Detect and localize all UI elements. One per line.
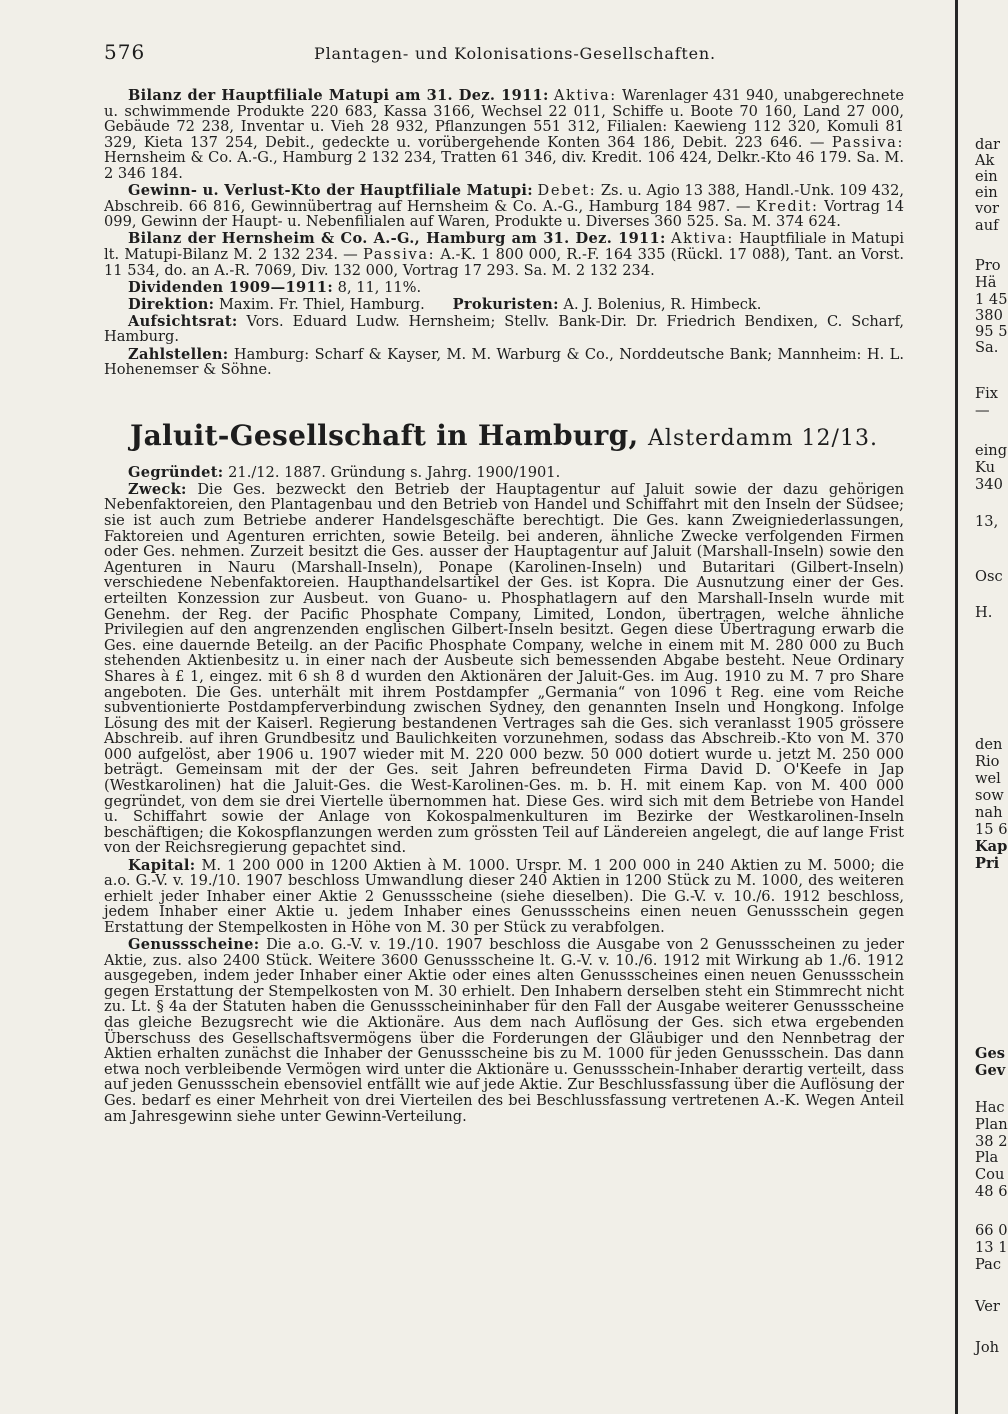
gegruendet-text: 21./12. 1887. Gründung s. Jahrg. 1900/1901. [228, 463, 561, 481]
fragment: Ges [975, 1045, 1005, 1062]
hernsheim-passiva-text: A.-K. 1 800 000, R.-F. 164 335 (Rückl. 17 088), Tant. an Vorst. 11 534, do. an A.-R. 7069, Div. 132 000, Vortrag 17 293. Sa. M. 2 132 234. [104, 245, 904, 279]
kapital-text: M. 1 200 000 in 1200 Aktien à M. 1000. Urspr. M. 1 200 000 in 240 Aktien zu M. 5000; die a.o. G.-V. v. 19./10. 1907 beschloss Umwandlung dieser 240 Aktien in 1200 Stück zu M. 1000, des weiteren erhielt jeder Inhaber einer Aktie 2 Genussscheine (siehe dieselben). Die G.-V. v. 10./6. 1912 beschloss, jedem Inhaber einer Aktie u. jedem Inhaber eines Genussscheins einen neuen Genussschein gegen Erstattung der Stempelkosten in Höhe von M. 30 per Stück zu verabfolgen. [104, 856, 905, 936]
fragment: sow [975, 787, 1004, 804]
gutter-rule [955, 0, 958, 1414]
fragment: auf [975, 217, 999, 234]
fragment: Rio [975, 753, 1000, 770]
running-title: Plantagen- und Kolonisations-Gesellschaften. [314, 44, 716, 63]
debet-label: Debet: [537, 182, 597, 200]
company-address: Alsterdamm 12/13. [648, 425, 878, 451]
aufsichtsrat-paragraph [104, 314, 904, 345]
fragment: eing [975, 442, 1008, 459]
fragment: Sa. [975, 339, 999, 356]
fragment: dar [975, 136, 1001, 153]
passiva-label: Passiva: [831, 133, 904, 151]
fragment: Ku [975, 459, 995, 476]
fragment: 13 1 [975, 1239, 1008, 1256]
debet-text: Zs. u. Agio 13 388, Handl.-Unk. 109 432, Abschreib. 66 816, Gewinnübertrag auf Hernsheim & Co. A.-G., Hamburg 184 987. — [104, 182, 904, 215]
zweck-text: Die Ges. bezweckt den Betrieb der Hauptagentur auf Jaluit sowie der dazu gehörigen Nebenfaktoreien, den Plantagenbau und den Betrieb von Handel und Schiffahrt mit den Inseln der Südsee; sie ist auch zum Betriebe anderer Handelsgeschäfte berechtigt. Die Ges. kann Zweigniederlassungen, Faktoreien und Agenturen errichten, sowie Beteilg. bei anderen, ähnliche Zwecke verfolgenden Firmen oder Ges. nehmen. Zurzeit besitzt die Ges. ausser der Hauptagentur auf Jaluit (Marshall-Inseln) sowie den Agenturen in Nauru (Marshall-Inseln), Ponape (Karolinen-Inseln) und Butaritari (Gilbert-Inseln) verschiedene Nebenfaktoreien. Haupthandelsartikel der Ges. ist Kopra. Die Ausnutzung einer der Ges. erteilten Konzession zur Ausbeut. von Guano- u. Phosphatlagern auf den Marshall-Inseln wurde mit Genehm. der Reg. der Pacific Phosphate Company, Limited, London, übertragen, welche ähnliche Privilegien auf den angrenzenden englischen Gilbert-Inseln besitzt. Gegen diese Übertragung erwarb die Ges. eine dauernde Beteilg. an der Pacific Phosphate Company, welche in einem mit M. 280 000 zu Buch stehenden Aktienbesitz u. in einer nach der Ausbeute sich bemessenden Abgabe besteht. Neue Ordinary Shares à £ 1, eingez. mit 6 sh 8 d wurden den Aktionären der Jaluit-Ges. im Aug. 1910 zu M. 7 pro Share angeboten. Die Ges. unterhält mit ihrem Postdampfer „Germania“ von 1096 t Reg. eine vom Reiche subventionierte Postdampferverbindung zwischen Sydney, den genannten Inseln und Hongkong. Infolge Lösung des mit der Kaiserl. Regierung bestandenen Vertrages sah die Ges. sich veranlasst 1905 grössere Abschreib. auf ihren Grundbesitz und Baulichkeiten vorzunehmen, sodass das Abschreib.-Kto von M. 370 000 aufgelöst, aber 1906 u. 1907 wieder mit M. 220 000 bezw. 50 000 dotiert wurde u. jetzt M. 250 000 beträgt. Gemeinsam mit der der Ges. seit Jahren befreundeten Firma David D. O'Keefe in Jap (Westkarolinen) hat die Jaluit-Ges. die West-Karolinen-Ges. m. b. H. mit einem Kap. von M. 400 000 gegründet, von dem sie drei Viertelle übernommen hat. Diese Ges. wird sich mit dem Betriebe von Handel u. Schiffahrt sowie der Anlage von Kokospalmenkulturen im Bezirke der Westkarolinen-Inseln beschäftigen; die Kokospflanzungen werden zum grössten Teil auf Ländereien angelegt, die auf lange Frist von der Reichsregierung gepachtet sind. [104, 480, 904, 857]
zahlstellen-paragraph [104, 347, 904, 378]
kredit-label: Kredit: [756, 197, 819, 215]
genussscheine-paragraph [104, 937, 904, 1124]
prokuristen-text: A. J. Bolenius, R. Himbeck. [563, 295, 762, 313]
fragment: 38 2 [975, 1133, 1008, 1150]
hernsheim-passiva-label: Passiva: [362, 245, 436, 263]
fragment: 13, [975, 513, 999, 530]
zweck-paragraph [104, 482, 904, 856]
fragment: Gev [975, 1062, 1006, 1079]
fragment: 48 6 [975, 1183, 1008, 1200]
fragment: ein [975, 184, 998, 201]
zahlstellen-label: Zahlstellen: [128, 345, 229, 363]
prokuristen-label: Prokuristen: [452, 295, 559, 313]
facing-page-fragments [962, 0, 1008, 1414]
aktiva-label: Aktiva: [553, 87, 617, 104]
gewinn-filiale-label: Gewinn- u. Verlust-Kto der Hauptfiliale Matupi: [128, 182, 533, 200]
company-name: Jaluit-Gesellschaft in Hamburg, [130, 418, 639, 452]
fragment: den [975, 736, 1003, 753]
fragment: Pla [975, 1149, 999, 1166]
gegruendet-paragraph [104, 465, 904, 481]
zweck-label: Zweck: [128, 480, 187, 498]
dividenden-paragraph [104, 280, 904, 296]
direktion-text: Maxim. Fr. Thiel, Hamburg. [218, 295, 425, 313]
fragment: 66 0 [975, 1222, 1008, 1239]
gewinn-filiale-paragraph [104, 183, 904, 230]
fragment: Hac [975, 1099, 1005, 1116]
fragment: Cou [975, 1166, 1005, 1183]
fragment: — [975, 402, 990, 419]
fragment: H. [975, 604, 993, 621]
kredit-text: Vortrag 14 099, Gewinn der Haupt- u. Nebenfilialen auf Waren, Produkte u. Diverses 360 525. Sa. M. 374 624. [104, 197, 905, 231]
bilanz-filiale-paragraph [104, 88, 904, 182]
page-number: 576 [104, 40, 146, 64]
fragment: nah [975, 804, 1003, 821]
zahlstellen-text: Hamburg: Scharf & Kayser, M. M. Warburg & Co., Norddeutsche Bank; Mannheim: H. L. Hohenemser & Söhne. [104, 345, 904, 379]
fragment: 95 5 [975, 323, 1008, 340]
fragment: Pac [975, 1256, 1002, 1273]
passiva-text: Hernsheim & Co. A.-G., Hamburg 2 132 234, Tratten 61 346, div. Kredit. 106 424, Delkr.-Kto 46 179. Sa. M. 2 346 184. [104, 149, 904, 182]
fragment: Ak [975, 152, 995, 169]
bilanz-hernsheim-label: Bilanz der Hernsheim & Co. A.-G., Hamburg am 31. Dez. 1911: [128, 230, 666, 248]
fragment: Joh [975, 1339, 1000, 1356]
fragment: wel [975, 770, 1001, 787]
fragment: 340 [975, 476, 1003, 493]
genussscheine-label: Genussscheine: [128, 936, 260, 953]
dividenden-label: Dividenden 1909—1911: [128, 278, 334, 296]
genussscheine-text: Die a.o. G.-V. v. 19./10. 1907 beschloss die Ausgabe von 2 Genussscheinen zu jeder Aktie, zus. also 2400 Stück. Weitere 3600 Genussscheine lt. G.-V. v. 10./6. 1912 mit Wirkung ab 1./6. 1912 ausgegeben, indem jeder Inhaber einer Aktie oder eines alten Genussscheines einen neuen Genussschein gegen Erstattung der Stempelkosten von M. 30 erhielt. Den Inhabern derselben steht ein Stimmrecht nicht zu. Lt. § 4a der Statuten haben die Genussscheininhaber für den Fall der Ausgabe weiterer Genussscheine das gleiche Bezugsrecht wie die Aktionäre. Aus dem nach Auflösung der Ges. sich etwa ergebenden Überschuss des Gesellschaftsvermögens über die Forderungen der Gläubiger und den Nennbetrag der Aktien erhalten zunächst die Inhaber der Genussscheine bis zu M. 1000 für jeden Genussschein. Das dann etwa noch verbleibende Vermögen wird unter die Aktionäre u. Genussschein-Inhaber derartig verteilt, dass auf jeden Genussschein ebensoviel entfällt wie auf jede Aktie. Zur Beschlussfassung über die Auflösung der Ges. bedarf es einer Mehrheit von drei Vierteilen des bei Beschlussfassung vertretenen A.-K. Wegen Anteil am Jahresgewinn siehe unter Gewinn-Verteilung. [104, 936, 905, 1125]
aufsichtsrat-label: Aufsichtsrat: [128, 312, 238, 330]
fragment: 15 6 [975, 821, 1008, 838]
aktiva-text: Warenlager 431 940, unabgerechnete u. schwimmende Produkte 220 683, Kassa 3166, Wechsel 22 011, Schiffe u. Boote 70 160, Land 27 000, Gebäude 72 238, Inventar u. Vieh 28 932, Pflanzungen 551 312, Filialen: Kaewieng 112 320, Komuli 81 329, Kieta 137 254, Debit., gedeckte u. vorübergehende Konten 364 186, Debit. 223 646. — [104, 87, 905, 151]
direktion-label: Direktion: [128, 295, 215, 313]
aufsichtsrat-text: Vors. Eduard Ludw. Hernsheim; Stellv. Bank-Dir. Dr. Friedrich Bendixen, C. Scharf, Hamburg. [104, 312, 905, 346]
fragment: Pro [975, 257, 1001, 274]
fragment: 380 [975, 307, 1003, 324]
bilanz-hernsheim-paragraph [104, 231, 904, 278]
bilanz-filiale-label: Bilanz der Hauptfiliale Matupi am 31. Dez. 1911: [128, 87, 549, 104]
kapital-label: Kapital: [128, 856, 196, 874]
kapital-paragraph [104, 858, 904, 936]
main-column [104, 88, 904, 1126]
fragment: Pri [975, 855, 1000, 872]
fragment: Hä [975, 274, 997, 291]
company-heading [104, 420, 904, 455]
fragment: ein [975, 168, 998, 185]
dividenden-text: 8, 11, 11%. [337, 278, 422, 296]
fragment: Osc [975, 568, 1003, 585]
fragment: Ver [975, 1298, 1000, 1315]
hernsheim-aktiva-label: Aktiva: [670, 230, 734, 248]
fragment: Kap [975, 838, 1008, 855]
fragment: 1 45 [975, 291, 1008, 308]
fragment: Fix [975, 385, 999, 402]
direktion-paragraph [104, 297, 904, 313]
hernsheim-aktiva-text: Hauptfiliale in Matupi lt. Matupi-Bilanz M. 2 132 234. — [104, 230, 905, 263]
fragment: vor [975, 200, 1000, 217]
gegruendet-label: Gegründet: [128, 463, 224, 481]
fragment: Plan [975, 1116, 1008, 1133]
